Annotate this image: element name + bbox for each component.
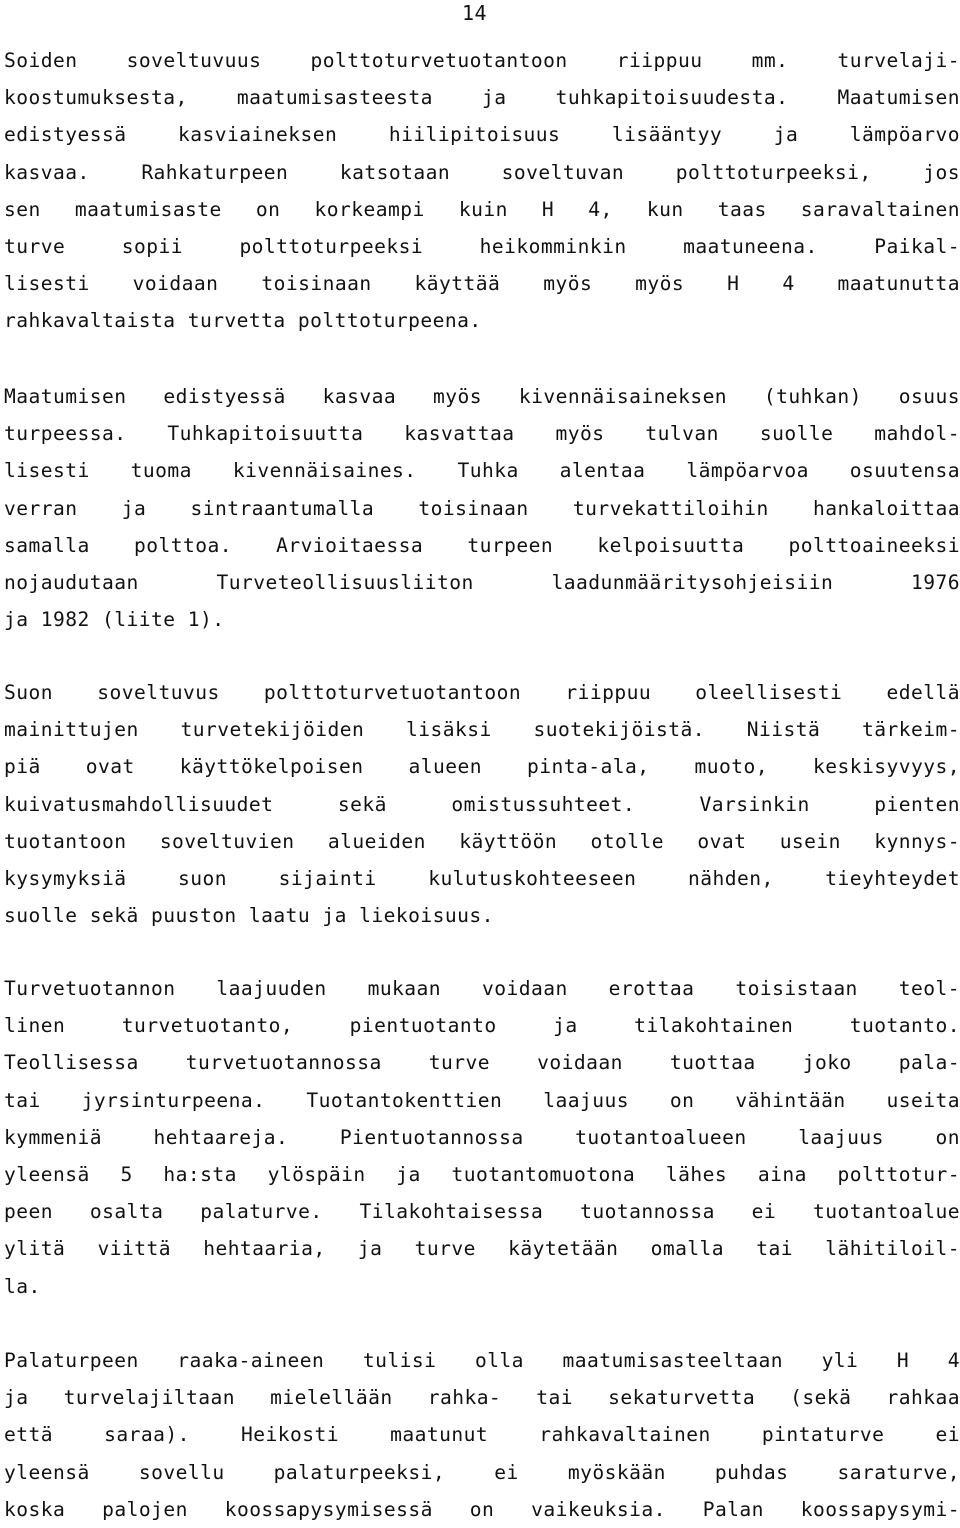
text-line: ja turvelajiltaan mielellään rahka- tai sekaturvetta (sekä rahkaa <box>4 1386 960 1410</box>
paragraph-peat-suitability <box>4 42 960 340</box>
text-line: yleensä 5 ha:sta ylöspäin ja tuotantomuotona lähes aina polttotur- <box>4 1162 960 1186</box>
text-line: rahkavaltaista turvetta polttoturpeena. <box>4 309 482 333</box>
text-line: tai jyrsinturpeena. Tuotantokenttien laajuus on vähintään useita <box>4 1088 960 1112</box>
text-line: samalla polttoa. Arvioitaessa turpeen kelpoisuutta polttoaineeksi <box>4 533 960 557</box>
text-line: että saraa). Heikosti maatunut rahkavaltainen pintaturve ei <box>4 1423 960 1447</box>
text-line: lisesti tuoma kivennäisaines. Tuhka alentaa lämpöarvoa osuutensa <box>4 459 960 483</box>
text-line: tuotantoon soveltuvien alueiden käyttöön otolle ovat usein kynnys- <box>4 829 960 853</box>
text-line: nojaudutaan Turveteollisuusliiton laadunmääritysohjeisiin 1976 <box>4 570 960 594</box>
text-line: lisesti voidaan toisinaan käyttää myös myös H 4 maatunutta <box>4 272 960 296</box>
text-line: Teollisessa turvetuotannossa turve voidaan tuottaa joko pala- <box>4 1051 960 1075</box>
text-line: piä ovat käyttökelpoisen alueen pinta-ala, muoto, keskisyvyys, <box>4 755 960 779</box>
text-line: Suon soveltuvus polttoturvetuotantoon riippuu oleellisesti edellä <box>4 681 960 704</box>
text-line: koska palojen koossapysymisessä on vaikeuksia. Palan koossapysymi- <box>4 1497 960 1521</box>
text-line: Soiden soveltuvuus polttoturvetuotantoon riippuu mm. turvelaji- <box>4 49 960 72</box>
text-line: yleensä sovellu palaturpeeksi, ei myöskään puhdas saraturve, <box>4 1460 960 1484</box>
text-line: mainittujen turvetekijöiden lisäksi suotekijöistä. Niistä tärkeim- <box>4 718 960 742</box>
text-line: kuivatusmahdollisuudet sekä omistussuhteet. Varsinkin pienten <box>4 792 960 816</box>
page-number: 14 <box>462 1 488 25</box>
text-line: turpeessa. Tuhkapitoisuutta kasvattaa myös tulvan suolle mahdol- <box>4 422 960 446</box>
text-line: edistyessä kasviaineksen hiilipitoisuus lisääntyy ja lämpöarvo <box>4 123 960 147</box>
text-line: linen turvetuotanto, pientuotanto ja tilakohtainen tuotanto. <box>4 1014 960 1038</box>
text-line: kymmeniä hehtaareja. Pientuotannossa tuotantoalueen laajuus on <box>4 1125 960 1149</box>
text-line: la. <box>4 1274 41 1298</box>
text-line: kasvaa. Rahkaturpeen katsotaan soveltuvan polttoturpeeksi, jos <box>4 160 960 184</box>
text-line: kysymyksiä suon sijainti kulutuskohteeseen nähden, tieyhteydet <box>4 866 960 890</box>
paragraph-sod-peat <box>4 1342 960 1528</box>
text-line: sen maatumisaste on korkeampi kuin H 4, kun taas saravaltainen <box>4 197 960 221</box>
text-line: koostumuksesta, maatumisasteesta ja tuhkapitoisuudesta. Maatumisen <box>4 86 960 110</box>
text-line: ylitä viittä hehtaaria, ja turve käytetään omalla tai lähitiloil- <box>4 1237 960 1261</box>
text-line: Turvetuotannon laajuuden mukaan voidaan erottaa toisistaan teol- <box>4 977 960 1000</box>
text-line: suolle sekä puuston laatu ja liekoisuus. <box>4 904 494 928</box>
paragraph-production-scale <box>4 970 960 1305</box>
text-line: verran ja sintraantumalla toisinaan turvekattiloihin hankaloittaa <box>4 496 960 520</box>
text-line: Maatumisen edistyessä kasvaa myös kivennäisaineksen (tuhkan) osuus <box>4 385 960 408</box>
paragraph-site-factors <box>4 674 960 934</box>
text-line: peen osalta palaturve. Tilakohtaisessa tuotannossa ei tuotantoalue <box>4 1200 960 1224</box>
paragraph-ash-content <box>4 378 960 638</box>
text-line: ja 1982 (liite 1). <box>4 608 225 632</box>
text-line: Palaturpeen raaka-aineen tulisi olla maatumisasteeltaan yli H 4 <box>4 1349 960 1372</box>
text-line: turve sopii polttoturpeeksi heikomminkin maatuneena. Paikal- <box>4 234 960 258</box>
